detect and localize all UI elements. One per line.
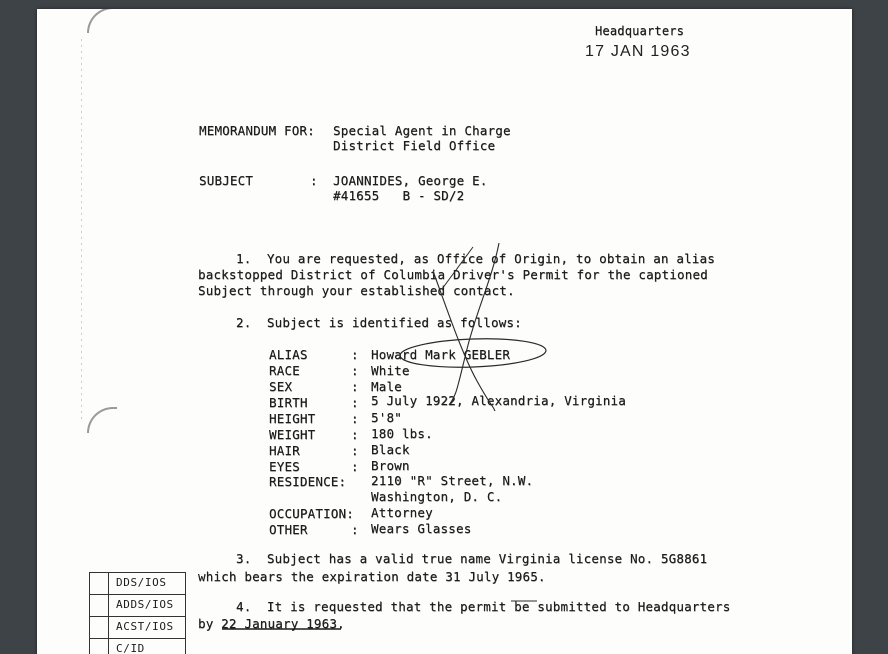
id-value-alias: Howard Mark GEBLER	[371, 347, 511, 362]
id-label-hair: HAIR	[269, 443, 300, 458]
id-label-race: RACE	[269, 363, 300, 378]
date-stamp: 17 JAN 1963	[585, 43, 691, 60]
id-value-eyes: Brown	[371, 458, 410, 473]
id-colon: :	[351, 522, 359, 537]
routing-row	[90, 639, 186, 654]
id-label-sex: SEX	[269, 379, 293, 394]
memo-page	[37, 9, 852, 654]
subject-name: JOANNIDES, George E.	[333, 173, 488, 188]
id-colon: :	[351, 459, 359, 474]
paragraph-2: 2. Subject is identified as follows:	[236, 315, 522, 330]
margin-line	[81, 39, 82, 419]
id-value-other: Wears Glasses	[371, 521, 472, 536]
routing-row	[90, 617, 186, 639]
id-colon: :	[351, 411, 359, 426]
routing-label: ADDS/IOS	[116, 598, 174, 611]
header-location: Headquarters	[595, 24, 685, 38]
id-value-sex: Male	[371, 379, 402, 394]
routing-checkbox	[90, 573, 109, 594]
id-value-weight: 180 lbs.	[371, 426, 433, 441]
paragraph-4-line: by 22 January 1963.	[198, 616, 345, 631]
id-value-birth: 5 July 1922, Alexandria, Virginia	[371, 393, 626, 408]
addressee-line: District Field Office	[333, 138, 496, 153]
id-label-height: HEIGHT	[269, 411, 316, 426]
id-value-occupation: Attorney	[371, 505, 433, 520]
routing-checkbox	[90, 595, 109, 616]
paragraph-3-line: 3. Subject has a valid true name Virginia license No. 5G8861	[236, 551, 708, 566]
id-value-hair: Black	[371, 442, 410, 457]
routing-checkbox	[90, 639, 109, 654]
subject-file-number: #41655 B - SD/2	[333, 188, 465, 203]
subject-colon: :	[310, 173, 318, 188]
id-label-other: OTHER	[269, 522, 308, 537]
id-colon: :	[351, 363, 359, 378]
id-value-height: 5'8"	[371, 410, 402, 425]
id-label-eyes: EYES	[269, 459, 300, 474]
paragraph-4-line: 4. It is requested that the permit be submitted to Headquarters	[236, 599, 731, 614]
paragraph-1-line: 1. You are requested, as Office of Origin, to obtain an alias	[236, 251, 715, 266]
addressee-line: Special Agent in Charge	[333, 123, 511, 138]
paragraph-1-line: backstopped District of Columbia Driver's Permit for the captioned	[198, 267, 708, 282]
id-value-residence-line-2: Washington, D. C.	[371, 489, 503, 504]
routing-label: DDS/IOS	[116, 576, 167, 589]
id-colon: :	[351, 347, 359, 362]
id-label-weight: WEIGHT	[269, 427, 316, 442]
routing-table	[89, 572, 186, 654]
id-colon: :	[351, 379, 359, 394]
id-colon: :	[351, 427, 359, 442]
id-label-alias: ALIAS	[269, 347, 308, 362]
id-colon: :	[351, 443, 359, 458]
id-label-residence: RESIDENCE:	[269, 474, 347, 489]
id-label-occupation: OCCUPATION:	[269, 506, 354, 521]
id-value-residence: 2110 "R" Street, N.W.	[371, 473, 534, 488]
routing-label: ACST/IOS	[116, 620, 174, 633]
routing-row	[90, 573, 186, 595]
punch-hole-mark	[87, 9, 117, 33]
id-colon: :	[351, 395, 359, 410]
id-value-race: White	[371, 363, 410, 378]
subject-label: SUBJECT	[199, 173, 254, 188]
routing-label: C/ID	[116, 642, 145, 654]
memorandum-for-label: MEMORANDUM FOR:	[199, 123, 315, 138]
routing-row	[90, 595, 186, 617]
paragraph-3-line: which bears the expiration date 31 July 1965.	[198, 569, 546, 584]
id-label-birth: BIRTH	[269, 395, 308, 410]
routing-checkbox	[90, 617, 109, 638]
paragraph-1-line: Subject through your established contact.	[198, 283, 515, 298]
punch-hole-mark	[87, 407, 117, 433]
